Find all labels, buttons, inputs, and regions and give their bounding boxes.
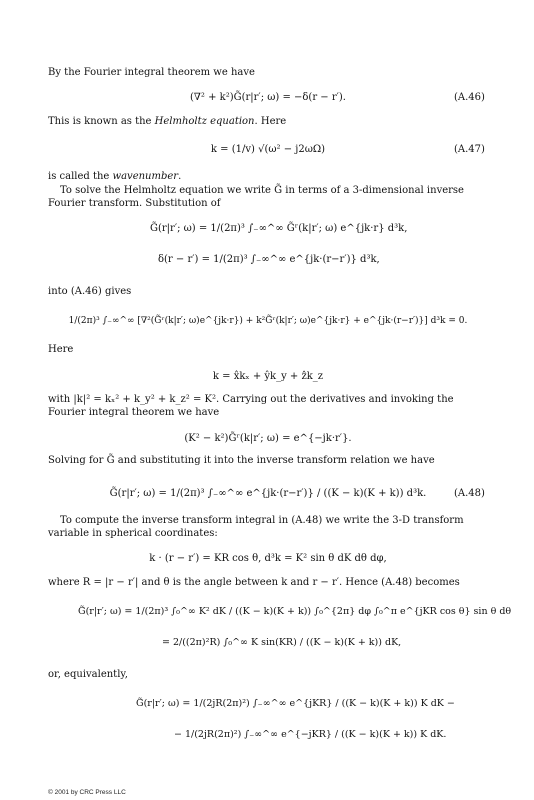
- equation-result-line1: G̃(r|r′; ω) = 1/(2π)³ ∫₀^∞ K² dK / ((K − k)(K + k)) ∫₀^{2π} dφ ∫₀^π e^{jKR cos θ} sin θ dθ: [78, 606, 512, 617]
- term-helmholtz-equation: Helmholtz equation: [154, 116, 255, 127]
- equation-a47: k = (1/v) √(ω² − j2ωΩ): [210, 144, 326, 155]
- term-wavenumber: wavenumber: [112, 171, 179, 182]
- paragraph-solve-helmholtz: To solve the Helmholtz equation we write G̃ in terms of a 3-dimensional inverse Fourier transform. Substitution of: [48, 185, 464, 209]
- equation-substitution-g: G̃(r|r′; ω) = 1/(2π)³ ∫₋∞^∞ G̃ʳ(k|r′; ω) e^{jk·r} d³k,: [150, 223, 408, 234]
- equation-k-vector: k = x̂kₓ + ŷk_y + ẑk_z: [212, 371, 324, 382]
- paragraph-here: Here: [48, 344, 74, 355]
- equation-expanded: 1/(2π)³ ∫₋∞^∞ [∇²(G̃ʳ(k|r′; ω)e^{jk·r}) + k²G̃ʳ(k|r′; ω)e^{jk·r} + e^{jk·(r−r′)}] d³k = 0.: [68, 316, 468, 326]
- equation-equivalent-line2: − 1/(2jR(2π)²) ∫₋∞^∞ e^{−jKR} / ((K − k)(K + k)) K dK.: [174, 729, 447, 740]
- paragraph-where-r: where R = |r − r′| and θ is the angle between k and r − r′. Hence (A.48) becomes: [48, 577, 460, 588]
- equation-transformed: (K² − k²)G̃ʳ(k|r′; ω) = e^{−jk·r′}.: [184, 433, 352, 444]
- paragraph-into-a46: into (A.46) gives: [48, 286, 132, 297]
- copyright-footer: © 2001 by CRC Press LLC: [48, 789, 126, 796]
- equation-spherical: k · (r − r′) = KR cos θ, d³k = K² sin θ dK dθ dφ,: [149, 553, 387, 564]
- equation-number-a48: (A.48): [454, 488, 485, 499]
- equation-a46: (∇² + k²)G̃(r|r′; ω) = −δ(r − r′).: [190, 92, 346, 103]
- equation-a48: G̃(r|r′; ω) = 1/(2π)³ ∫₋∞^∞ e^{jk·(r−r′)} / ((K − k)(K + k)) d³k.: [109, 488, 427, 499]
- paragraph-wavenumber: is called the wavenumber.: [48, 171, 182, 182]
- paragraph-solving: Solving for G̃ and substituting it into the inverse transform relation we have: [48, 455, 435, 466]
- paragraph-helmholtz: This is known as the Helmholtz equation. Here: [48, 116, 287, 127]
- equation-number-a46: (A.46): [454, 92, 485, 103]
- paragraph-equivalently: or, equivalently,: [48, 669, 128, 680]
- equation-number-a47: (A.47): [454, 144, 485, 155]
- equation-equivalent-line1: G̃(r|r′; ω) = 1/(2jR(2π)²) ∫₋∞^∞ e^{jKR} / ((K − k)(K + k)) K dK −: [136, 698, 455, 709]
- paragraph-spherical: To compute the inverse transform integral in (A.48) we write the 3-D transform variable in spherical coordinates:: [48, 515, 464, 539]
- paragraph-intro: By the Fourier integral theorem we have: [48, 67, 255, 78]
- equation-result-line2: = 2/((2π)²R) ∫₀^∞ K sin(KR) / ((K − k)(K + k)) dK,: [162, 637, 402, 648]
- paragraph-k-magnitude: with |k|² = kₓ² + k_y² + k_z² = K². Carrying out the derivatives and invoking the Fourier integral theorem we have: [48, 394, 454, 418]
- equation-substitution-delta: δ(r − r′) = 1/(2π)³ ∫₋∞^∞ e^{jk·(r−r′)} d³k,: [158, 254, 380, 265]
